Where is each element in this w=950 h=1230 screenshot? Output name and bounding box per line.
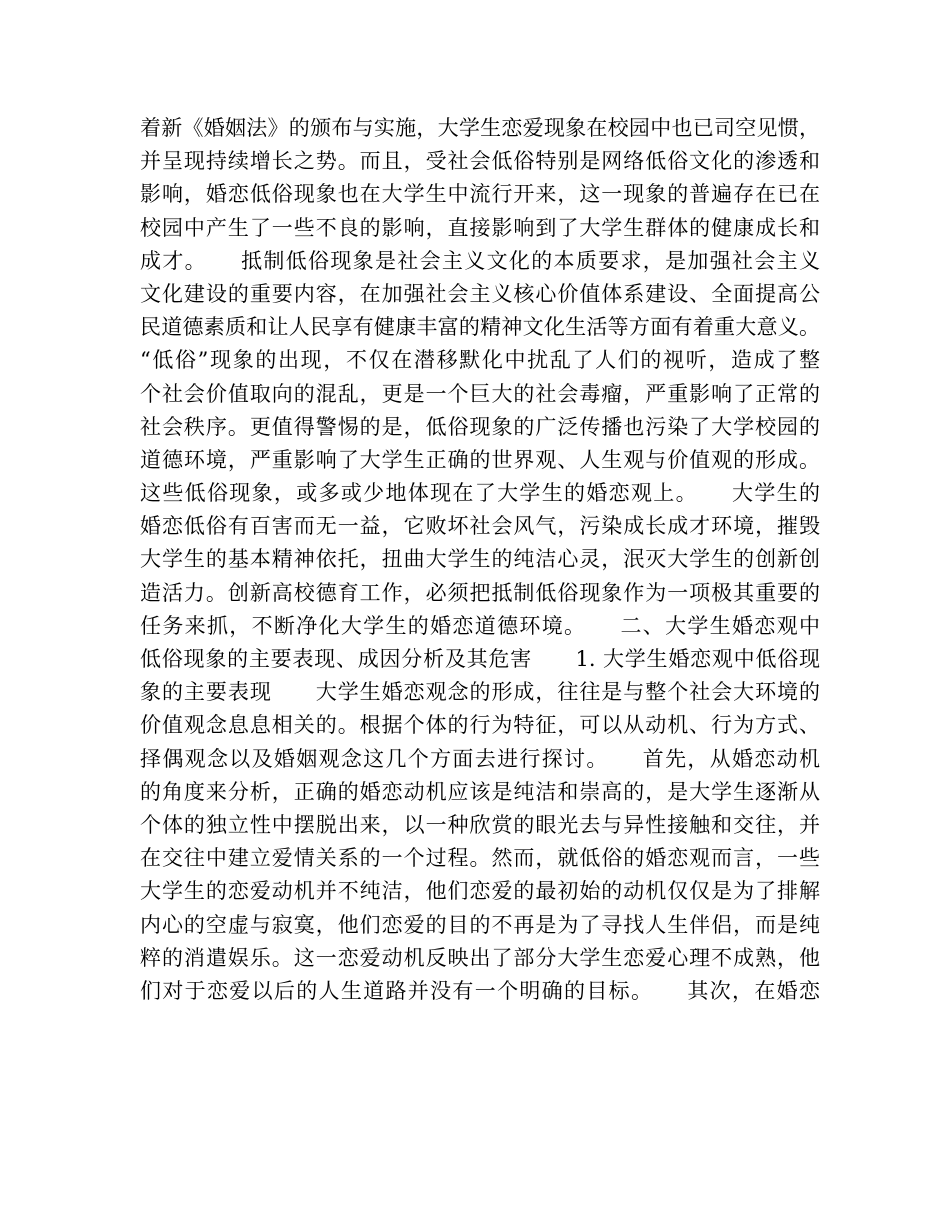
text-line: 文化建设的重要内容，在加强社会主义核心价值体系建设、全面提高公 bbox=[140, 281, 820, 306]
text-line: 影响，婚恋低俗现象也在大学生中流行开来，这一现象的普遍存在已在 bbox=[140, 182, 820, 207]
text-line: 在交往中建立爱情关系的一个过程。然而，就低俗的婚恋观而言，一些 bbox=[140, 846, 820, 871]
text-line: 校园中产生了一些不良的影响，直接影响到了大学生群体的健康成长和 bbox=[140, 215, 820, 240]
document-body bbox=[140, 112, 820, 1008]
text-line: 大学生的恋爱动机并不纯洁，他们恋爱的最初始的动机仅仅是为了排解 bbox=[140, 879, 820, 904]
text-line: 个体的独立性中摆脱出来，以一种欣赏的眼光去与异性接触和交往，并 bbox=[140, 812, 820, 837]
text-line: 成才。 抵制低俗现象是社会主义文化的本质要求，是加强社会主义 bbox=[140, 248, 820, 273]
text-line: 任务来抓，不断净化大学生的婚恋道德环境。 二、大学生婚恋观中 bbox=[140, 613, 820, 638]
text-line: 低俗现象的主要表现、成因分析及其危害 1. 大学生婚恋观中低俗现 bbox=[140, 647, 820, 671]
text-line: 民道德素质和让人民享有健康丰富的精神文化生活等方面有着重大意义。 bbox=[140, 315, 820, 340]
text-line: 并呈现持续增长之势。而且，受社会低俗特别是网络低俗文化的渗透和 bbox=[140, 149, 820, 174]
text-line: 道德环境，严重影响了大学生正确的世界观、人生观与价值观的形成。 bbox=[140, 447, 820, 472]
text-line: 价值观念息息相关的。根据个体的行为特征，可以从动机、行为方式、 bbox=[140, 713, 820, 738]
text-line: 的角度来分析，正确的婚恋动机应该是纯洁和崇高的，是大学生逐渐从 bbox=[140, 779, 820, 804]
text-line: 造活力。创新高校德育工作，必须把抵制低俗现象作为一项极其重要的 bbox=[140, 580, 820, 605]
text-line: 个社会价值取向的混乱，更是一个巨大的社会毒瘤，严重影响了正常的 bbox=[140, 381, 820, 406]
text-line: 婚恋低俗有百害而无一益，它败坏社会风气，污染成长成才环境，摧毁 bbox=[140, 514, 820, 539]
text-line: 粹的消遣娱乐。这一恋爱动机反映出了部分大学生恋爱心理不成熟，他 bbox=[140, 945, 820, 970]
text-line: 象的主要表现 大学生婚恋观念的形成，往往是与整个社会大环境的 bbox=[140, 680, 820, 705]
text-line: “低俗”现象的出现，不仅在潜移默化中扰乱了人们的视听，造成了整 bbox=[140, 348, 820, 373]
text-line: 内心的空虚与寂寞，他们恋爱的目的不再是为了寻找人生伴侣，而是纯 bbox=[140, 912, 820, 937]
text-line: 社会秩序。更值得警惕的是，低俗现象的广泛传播也污染了大学校园的 bbox=[140, 414, 820, 439]
text-line: 着新《婚姻法》的颁布与实施，大学生恋爱现象在校园中也已司空见惯， bbox=[140, 116, 820, 140]
text-line: 们对于恋爱以后的人生道路并没有一个明确的目标。 其次，在婚恋 bbox=[140, 978, 820, 1003]
text-line: 大学生的基本精神依托，扭曲大学生的纯洁心灵，泯灭大学生的创新创 bbox=[140, 547, 820, 572]
text-line: 这些低俗现象，或多或少地体现在了大学生的婚恋观上。 大学生的 bbox=[140, 481, 820, 506]
text-line: 择偶观念以及婚姻观念这几个方面去进行探讨。 首先，从婚恋动机 bbox=[140, 746, 820, 771]
